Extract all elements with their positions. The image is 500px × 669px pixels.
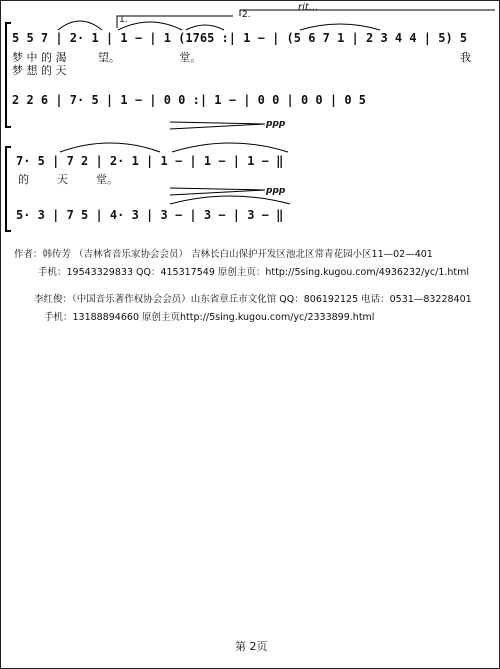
system1-lyrics-end: 我: [460, 51, 471, 64]
credit-author1-line2: 手机：19543329833 QQ：415317549 原创主页：http://5sing.kugou.com/4936232/yc/1.html: [38, 267, 470, 278]
volta-first-label: 1.: [119, 15, 128, 25]
system1-lyrics-line2: 梦 想 的 天: [12, 64, 67, 77]
credit-author2-line1: 李红俊：（中国音乐著作权协会会员）山东省章丘市文化馆 QQ：806192125 电话：0531—83228401: [34, 294, 472, 305]
system2-lower-staff: 5· 3 | 7 5 | 4· 3 | 3 − | 3 − | 3 − ‖: [16, 208, 284, 222]
credit-author2-line2: 手机：13188894660 原创主页http://5sing.kugou.com/yc/2333899.html: [44, 312, 375, 323]
credit-author1-line1: 作者：韩传芳 （吉林省音乐家协会会员） 吉林长白山保护开发区池北区常青花园小区11—02—401: [14, 249, 433, 260]
system1-lyrics-line1: 梦 中 的 渴 望。 堂。: [12, 51, 202, 64]
tempo-marking: rit...: [298, 2, 319, 13]
system2-dynamic-lower: ppp: [266, 186, 286, 196]
volta-second-label: 2.: [242, 10, 251, 20]
system2-lyrics: 的 天 堂。: [18, 173, 118, 186]
system1-lower-staff: 2 2 6 | 7· 5 | 1 − | 0 0 :| 1 − | 0 0 | 0 0 | 0 5: [12, 93, 367, 107]
system2-upper-staff: 7· 5 | 7 2 | 2· 1 | 1 − | 1 − | 1 − ‖: [16, 154, 284, 168]
system1-upper-staff: 5 5 7 | 2· 1 | 1 − | 1 (1765 :| 1 − | (5 6 7 1 | 2 3 4 4 | 5) 5: [12, 31, 468, 45]
system2-dynamic-upper: ppp: [266, 119, 286, 129]
system2-bracket: [5, 146, 11, 232]
page-number: 第 2页: [235, 640, 268, 653]
